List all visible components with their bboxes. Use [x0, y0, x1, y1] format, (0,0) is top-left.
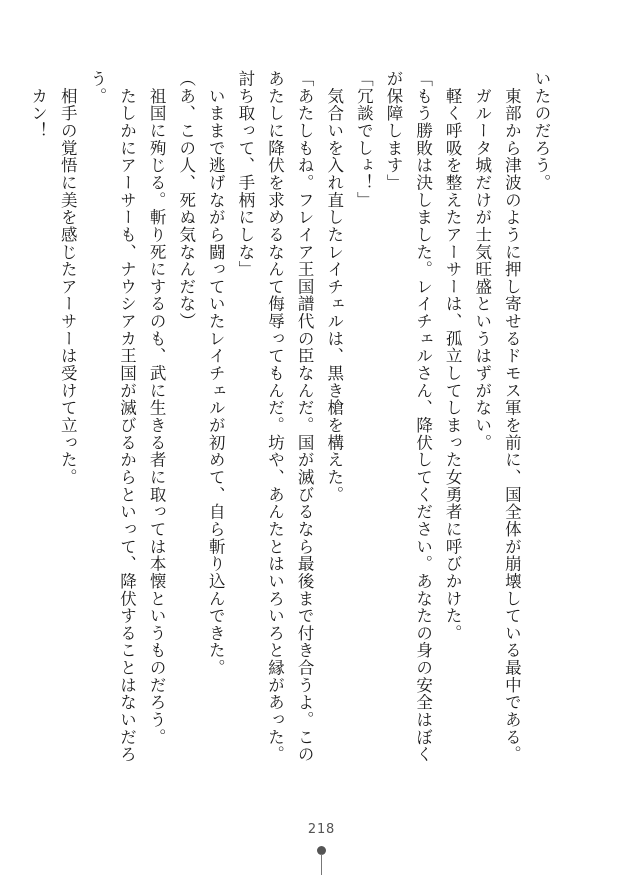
text-line: 「もう勝敗は決しました。レイチェルさん、降伏してください。あなたの身の安全はぼく — [413, 70, 433, 763]
text-line: 討ち取って、手柄にしな」 — [235, 70, 255, 278]
text-line: いたのだろう。 — [532, 70, 551, 192]
text-line: 気合いを入れ直したレイチェルは、黒き槍を構えた。 — [324, 70, 344, 504]
text-line: 相手の覚悟に美を感じたアーサーは受けて立った。 — [58, 70, 78, 486]
text-line: 東部から津波のように押し寄せるドモス軍を前に、国全体が崩壊している最中である。 — [502, 70, 522, 763]
text-line: 「冗談でしょ！」 — [354, 70, 374, 209]
footer-ornament — [317, 846, 327, 875]
text-line: ガルータ城だけが士気旺盛というはずがない。 — [472, 70, 492, 452]
page-number: 218 — [307, 822, 336, 837]
text-line: いままで逃げながら闘っていたレイチェルが初めて、自ら斬り込んできた。 — [206, 70, 226, 677]
text-line: カン！ — [28, 70, 48, 140]
text-line: う。 — [87, 70, 107, 105]
text-line: たしかにアーサーも、ナウシアカ王国が滅びるからといって、降伏することはないだろ — [117, 70, 137, 763]
footer-rule — [321, 854, 322, 875]
text-line: あたしに降伏を求めるなんて侮辱ってもんだ。坊や、あんたとはいろいろと縁があった。 — [265, 70, 285, 763]
text-line: 祖国に殉じる。斬り死にするのも、武に生きる者に取っては本懐というものだろう。 — [147, 70, 167, 746]
text-line: が保障します」 — [383, 70, 403, 192]
text-line: 「あたしもね。フレイア王国譜代の臣なんだ。国が滅びるなら最後まで付き合うよ。この — [295, 70, 315, 764]
text-line: 軽く呼吸を整えたアーサーは、孤立してしまった女勇者に呼びかけた。 — [443, 70, 463, 642]
text-line: （あ、この人、死ぬ気なんだな） — [176, 70, 196, 330]
vertical-text-body — [28, 70, 556, 800]
